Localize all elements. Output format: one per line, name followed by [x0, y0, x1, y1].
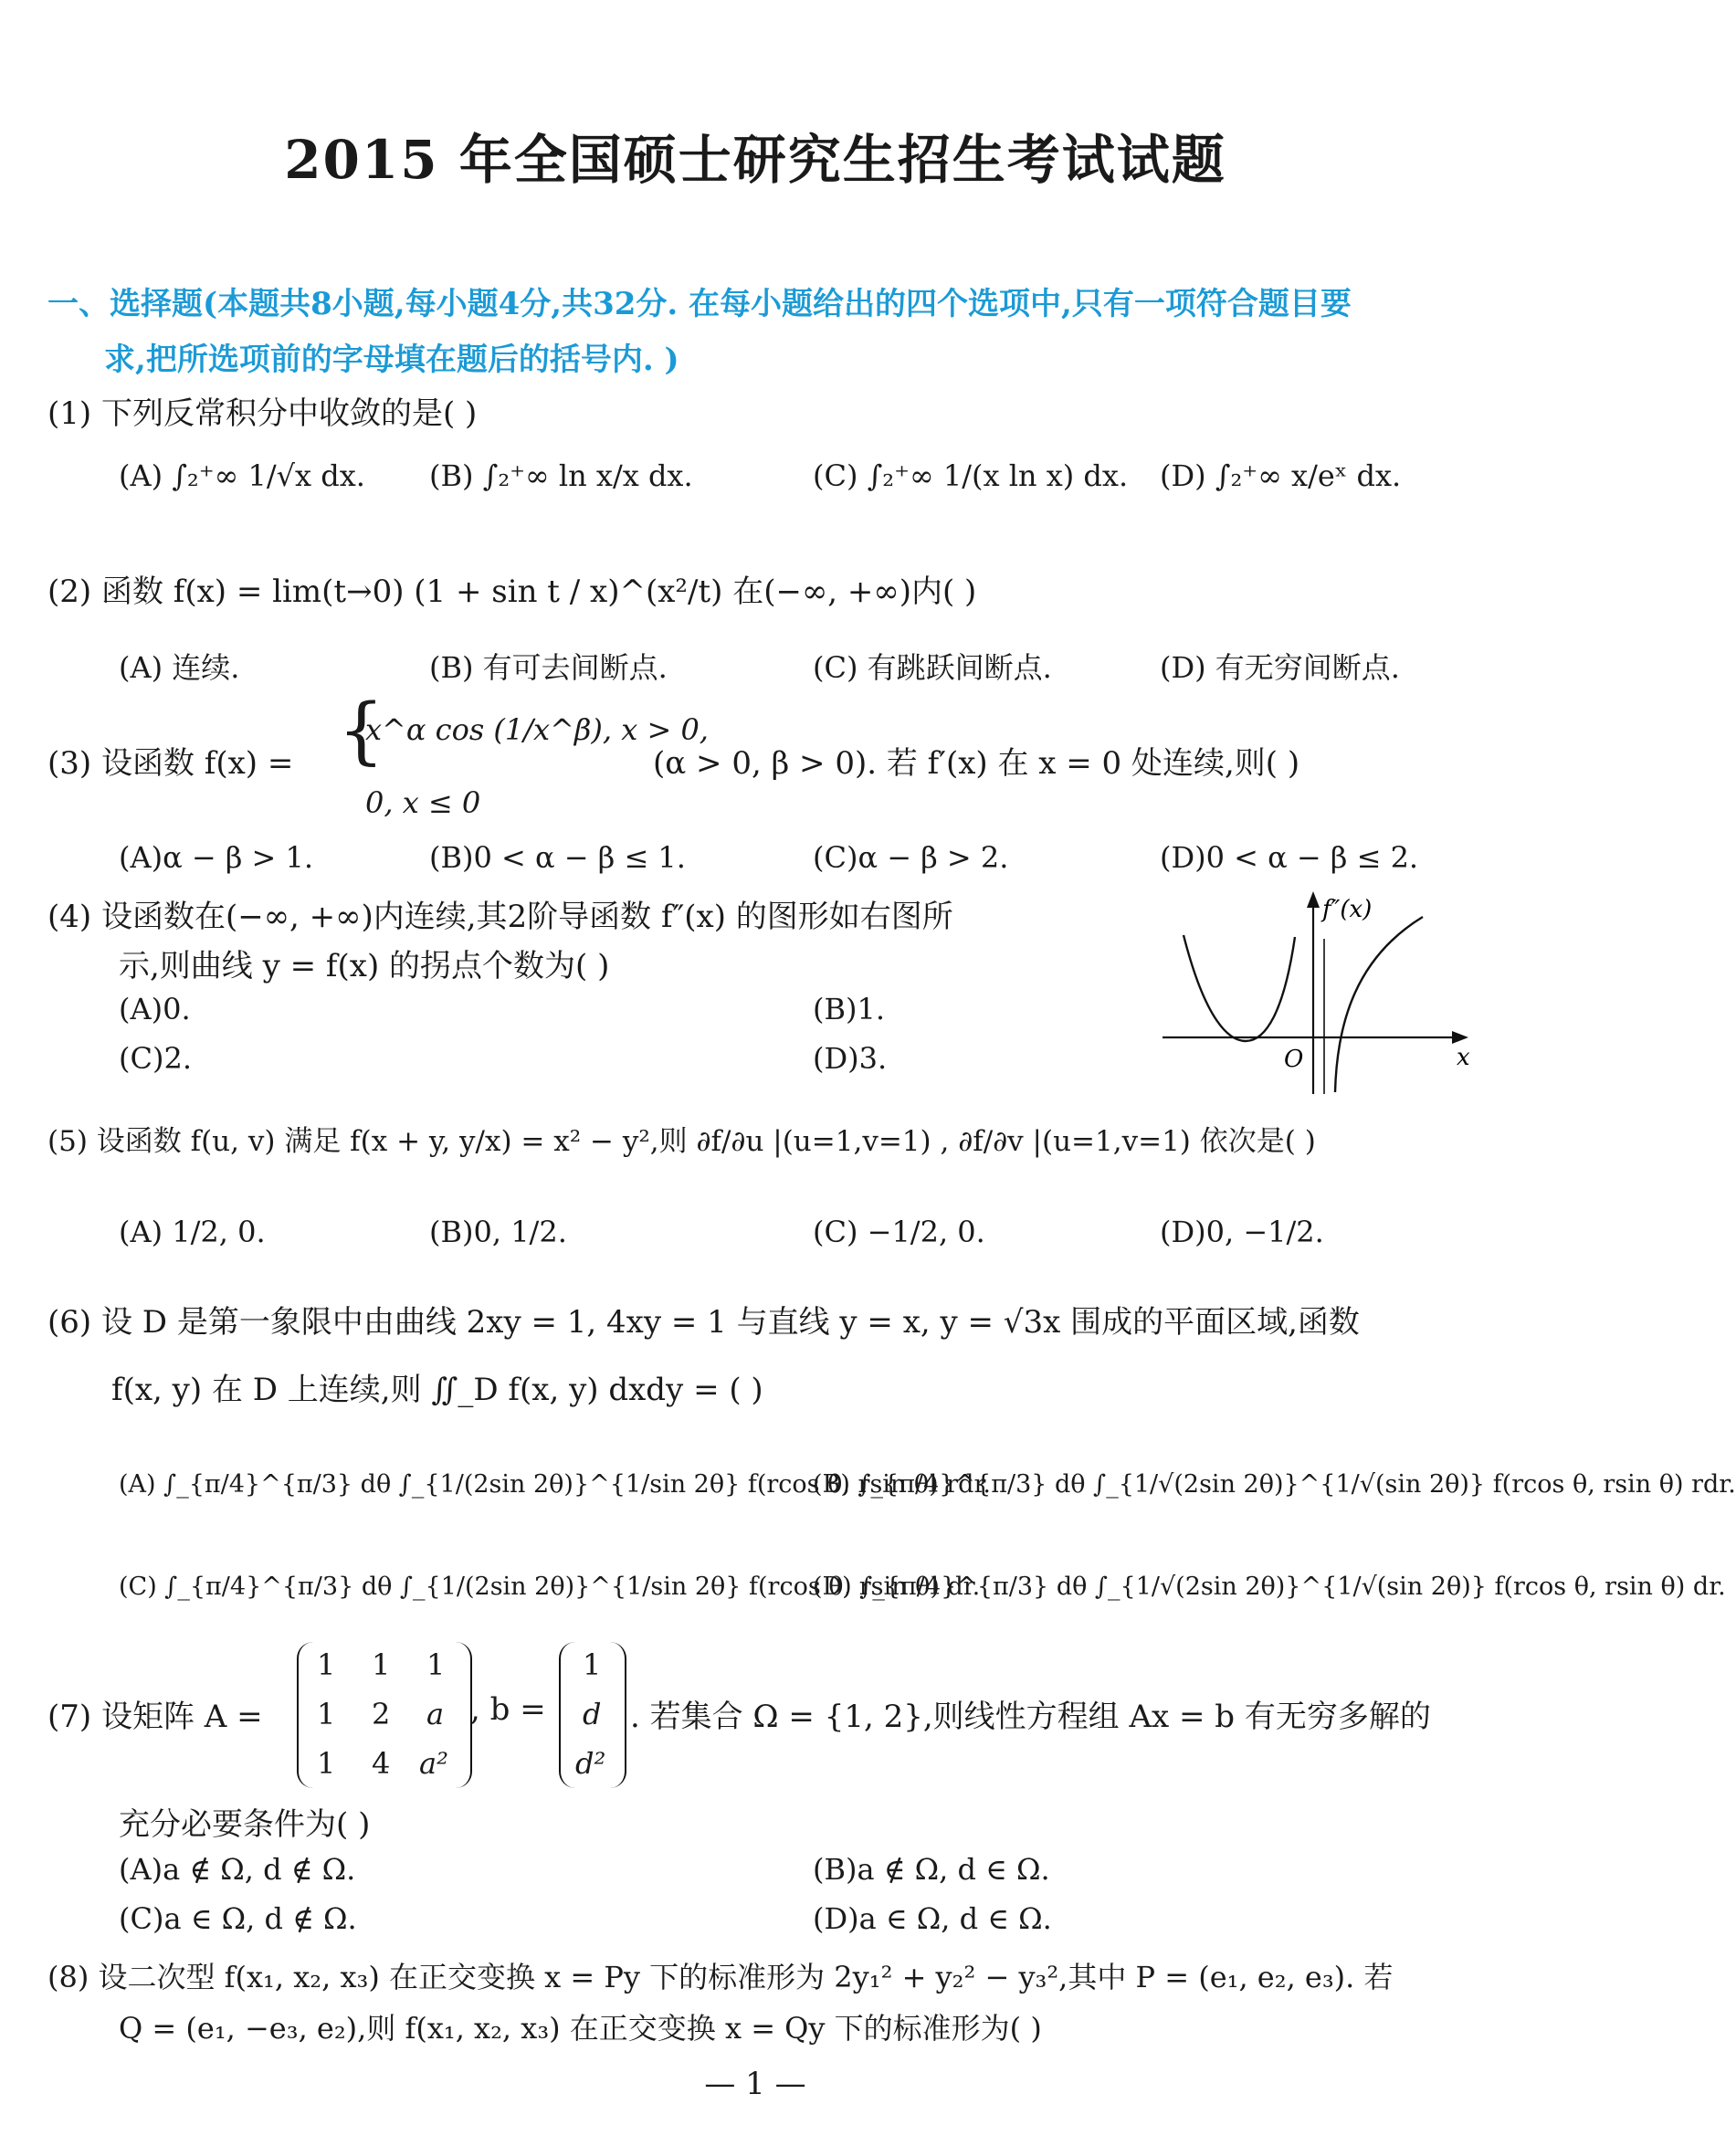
- question-1-stem: (1) 下列反常积分中收敛的是( ): [47, 395, 478, 432]
- graph-y-arrow: [1307, 891, 1320, 908]
- question-3-stem-end: (α > 0, β > 0). 若 f′(x) 在 x = 0 处连续,则( ): [653, 745, 1300, 782]
- question-3-option-d: (D)0 < α − β ≤ 2.: [1160, 840, 1419, 875]
- question-2-option-d: (D) 有无穷间断点.: [1160, 650, 1400, 685]
- question-4-line1: (4) 设函数在(−∞, +∞)内连续,其2阶导函数 f″(x) 的图形如右图所: [47, 899, 953, 935]
- question-7-line2: 充分必要条件为( ): [119, 1806, 371, 1843]
- question-3-brace: {: [338, 688, 384, 773]
- vector-b-r3: d²: [575, 1746, 606, 1781]
- graph-x-label: x: [1457, 1044, 1470, 1071]
- question-1-option-c: (C) ∫₂⁺∞ 1/(x ln x) dx.: [813, 458, 1129, 493]
- question-2-stem: (2) 函数 f(x) = lim(t→0) (1 + sin t / x)^(x²/t) 在(−∞, +∞)内( ): [47, 573, 977, 610]
- question-6-option-c: (C) ∫_{π/4}^{π/3} dθ ∫_{1/(2sin 2θ)}^{1/sin 2θ} f(rcos θ, rsin θ) dr.: [119, 1573, 981, 1601]
- question-1-option-a: (A) ∫₂⁺∞ 1/√x dx.: [119, 458, 365, 493]
- matrix-a-r2c3: a: [426, 1697, 445, 1731]
- graph-curve-right: [1335, 917, 1423, 1092]
- question-7-matrix-a: [297, 1642, 472, 1788]
- matrix-a-r3c1: 1: [317, 1746, 336, 1781]
- matrix-a-r3c2: 4: [372, 1746, 391, 1781]
- question-3-case-1: x^α cos (1/x^β), x > 0,: [365, 712, 709, 747]
- question-3-case-2: 0, x ≤ 0: [365, 785, 481, 820]
- question-4-option-d: (D)3.: [813, 1041, 888, 1076]
- question-4-option-a: (A)0.: [119, 992, 191, 1026]
- question-4-line2: 示,则曲线 y = f(x) 的拐点个数为( ): [119, 948, 610, 984]
- vector-b-r2: d: [583, 1697, 602, 1731]
- question-6-option-d: (D) ∫_{π/4}^{π/3} dθ ∫_{1/√(2sin 2θ)}^{1/√(sin 2θ)} f(rcos θ, rsin θ) dr.: [813, 1573, 1726, 1601]
- matrix-a-r1c1: 1: [317, 1647, 336, 1682]
- question-6-option-a: (A) ∫_{π/4}^{π/3} dθ ∫_{1/(2sin 2θ)}^{1/sin 2θ} f(rcos θ, rsin θ) rdr.: [119, 1470, 991, 1499]
- question-7-option-c: (C)a ∈ Ω, d ∉ Ω.: [119, 1901, 357, 1936]
- graph-origin-label: O: [1284, 1046, 1304, 1073]
- section-heading-line2: 求,把所选项前的字母填在题后的括号内. ): [104, 342, 679, 378]
- question-3-option-b: (B)0 < α − β ≤ 1.: [429, 840, 686, 875]
- question-4-option-b: (B)1.: [813, 992, 886, 1026]
- question-2-option-a: (A) 连续.: [119, 650, 240, 685]
- question-7-option-b: (B)a ∉ Ω, d ∈ Ω.: [813, 1852, 1050, 1887]
- question-1-option-d: (D) ∫₂⁺∞ x/eˣ dx.: [1160, 458, 1402, 493]
- question-4-graph: [1158, 884, 1478, 1103]
- question-6-line1: (6) 设 D 是第一象限中由曲线 2xy = 1, 4xy = 1 与直线 y = x, y = √3x 围成的平面区域,函数: [47, 1304, 1360, 1341]
- question-7-option-d: (D)a ∈ Ω, d ∈ Ω.: [813, 1901, 1052, 1936]
- matrix-a-r2c2: 2: [372, 1697, 391, 1731]
- question-6-line2: f(x, y) 在 D 上连续,则 ∬_D f(x, y) dxdy = ( ): [111, 1372, 763, 1408]
- question-7-vector-b: [559, 1642, 626, 1788]
- question-7-stem-mid: , b =: [470, 1691, 546, 1728]
- graph-y-label: f″(x): [1322, 896, 1373, 923]
- vector-b-r1: 1: [583, 1647, 602, 1682]
- graph-curve-left: [1184, 935, 1295, 1041]
- question-3-option-a: (A)α − β > 1.: [119, 840, 314, 875]
- matrix-a-r2c1: 1: [317, 1697, 336, 1731]
- graph-x-arrow: [1452, 1031, 1468, 1044]
- question-8-line1: (8) 设二次型 f(x₁, x₂, x₃) 在正交变换 x = Py 下的标准形为 2y₁² + y₂² − y₃²,其中 P = (e₁, e₂, e₃). 若: [47, 1960, 1394, 1994]
- matrix-a-r1c2: 1: [372, 1647, 391, 1682]
- question-2-option-b: (B) 有可去间断点.: [429, 650, 668, 685]
- question-3-option-c: (C)α − β > 2.: [813, 840, 1009, 875]
- question-5-option-c: (C) −1/2, 0.: [813, 1215, 985, 1249]
- question-5-option-d: (D)0, −1/2.: [1160, 1215, 1324, 1249]
- question-5-option-a: (A) 1/2, 0.: [119, 1215, 266, 1249]
- question-4-option-c: (C)2.: [119, 1041, 192, 1076]
- matrix-a-r3c3: a²: [419, 1746, 448, 1781]
- matrix-a-r1c3: 1: [426, 1647, 446, 1682]
- question-5-stem: (5) 设函数 f(u, v) 满足 f(x + y, y/x) = x² − y²,则 ∂f/∂u |(u=1,v=1) , ∂f/∂v |(u=1,v=1) 依次是( ): [47, 1125, 1316, 1158]
- question-3-stem-start: (3) 设函数 f(x) =: [47, 745, 294, 782]
- question-1-option-b: (B) ∫₂⁺∞ ln x/x dx.: [429, 458, 693, 493]
- question-7-stem-start: (7) 设矩阵 A =: [47, 1699, 263, 1735]
- question-7-option-a: (A)a ∉ Ω, d ∉ Ω.: [119, 1852, 356, 1887]
- question-5-option-b: (B)0, 1/2.: [429, 1215, 567, 1249]
- paper-title: 2015 年全国硕士研究生招生考试试题: [284, 129, 1226, 191]
- question-2-option-c: (C) 有跳跃间断点.: [813, 650, 1052, 685]
- page-number: — 1 —: [704, 2066, 806, 2102]
- question-6-option-b: (B) ∫_{π/4}^{π/3} dθ ∫_{1/√(2sin 2θ)}^{1/√(sin 2θ)} f(rcos θ, rsin θ) rdr.: [813, 1470, 1736, 1499]
- question-8-line2: Q = (e₁, −e₃, e₂),则 f(x₁, x₂, x₃) 在正交变换 x = Qy 下的标准形为( ): [119, 2011, 1042, 2046]
- section-heading-line1: 一、选择题(本题共8小题,每小题4分,共32分. 在每小题给出的四个选项中,只有一项符合题目要: [47, 286, 1352, 322]
- question-7-stem-end: . 若集合 Ω = {1, 2},则线性方程组 Ax = b 有无穷多解的: [630, 1699, 1431, 1735]
